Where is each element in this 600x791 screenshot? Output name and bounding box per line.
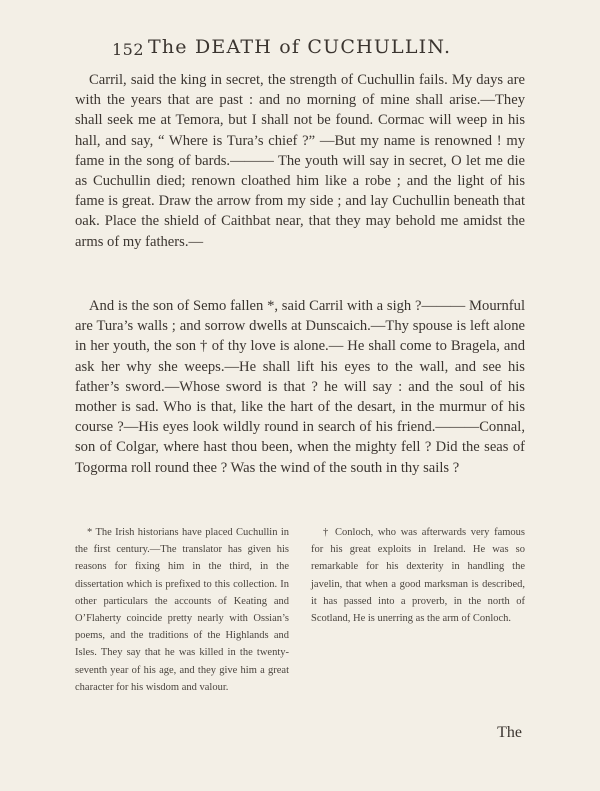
page-header — [112, 36, 540, 60]
footnotes — [75, 524, 525, 696]
catchword: The — [497, 724, 522, 741]
footnote-column-right — [311, 524, 525, 696]
footnote-column-left — [75, 524, 289, 696]
paragraph: Carril, said the king in secret, the strength of Cuchullin fails. My days are with the years that are past : and no morning of mine shall arise.—They shall seek me at Temora, but I shall not be found. Cormac will weep in his hall, and say, “ Where is Tura’s chief ?” —But my name is renowned ! my fame in the song of bards.——— The youth will say in secret, O let me die as Cuchullin died; renown cloathed him like a robe ; and the light of his fame is great. Draw the arrow from my side ; and lay Cuchullin beneath that oak. Place the shield of Caithbat near, that they may behold me amidst the arms of my fathers.— — [75, 72, 525, 250]
main-text-block-1 — [75, 70, 525, 252]
running-title: The DEATH of CUCHULLIN. — [148, 36, 452, 58]
main-text-block-2 — [75, 296, 525, 478]
footnote-dagger: † Conloch, who was afterwards very famous for his great exploits in Ireland. He was so remarkable for his dexterity in handling the javelin, that when a good marksman is described, it has passed into a proverb, in the north of Scotland, He is unerring as the arm of Conloch. — [311, 527, 525, 625]
footnote-star: * The Irish historians have placed Cuchullin in the first century.—The translator has given his reasons for fixing him in the third, in the dissertation which is prefixed to this collection. In other particulars the accounts of Keating and O’Flaherty coincide pretty nearly with Ossian’s poems, and the traditions of the Highlands and Isles. They say that he was killed in the twenty-seventh year of his age, and they give him a great character for his wisdom and valour. — [75, 527, 289, 693]
paragraph: And is the son of Semo fallen *, said Carril with a sigh ?——— Mournful are Tura’s walls ; and sorrow dwells at Dunscaich.—Thy spouse is left alone in her youth, the son † of thy love is alone.— He shall come to Bragela, and ask her why she weeps.—He shall lift his eyes to the wall, and see his father’s sword.—Whose sword is that ? he will say : and the soul of his mother is sad. Who is that, like the hart of the desart, in the murmur of his course ?—His eyes look wildly round in search of his friend.———Connal, son of Colgar, where hast thou been, when the mighty fell ? Did the seas of Togorma roll round thee ? Was the wind of the south in thy sails ? — [75, 298, 525, 476]
page-number: 152 — [112, 40, 145, 59]
